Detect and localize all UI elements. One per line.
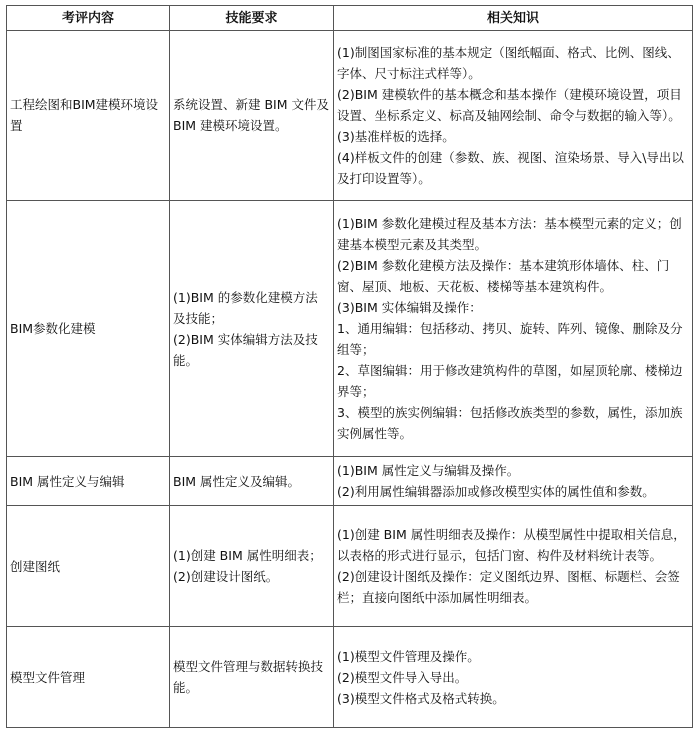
knowledge-item: (2)创建设计图纸及操作：定义图纸边界、图框、标题栏、会签栏；直接向图纸中添加属性明细表。 <box>337 569 680 606</box>
knowledge-item: (2)利用属性编辑器添加或修改模型实体的属性值和参数。 <box>337 484 655 500</box>
row-content: BIM参数化建模 <box>7 200 170 456</box>
evaluation-table <box>6 5 693 728</box>
knowledge-item: 1、通用编辑：包括移动、拷贝、旋转、阵列、镜像、删除及分组等； <box>337 321 683 358</box>
knowledge-item: (1)创建 BIM 属性明细表及操作：从模型属性中提取相关信息，以表格的形式进行显示，包括门窗、构件及材料统计表等。 <box>337 527 686 564</box>
knowledge-item: (3)基准样板的选择。 <box>337 128 455 144</box>
row-skill: (1)BIM 的参数化建模方法及技能； (2)BIM 实体编辑方法及技能。 <box>170 200 334 456</box>
row-content: 模型文件管理 <box>7 627 170 728</box>
knowledge-item: (1)BIM 属性定义与编辑及操作。 <box>337 463 520 479</box>
knowledge-item: 2、草图编辑：用于修改建筑构件的草图，如屋顶轮廓、楼梯边界等； <box>337 363 683 400</box>
knowledge-item: (3)BIM 实体编辑及操作： <box>337 300 482 316</box>
table-row <box>7 457 693 505</box>
table-row <box>7 31 693 201</box>
row-content: BIM 属性定义与编辑 <box>7 457 170 505</box>
row-knowledge <box>334 200 693 456</box>
header-skill: 技能要求 <box>170 6 334 31</box>
row-content: 工程绘图和BIM建模环境设置 <box>7 31 170 201</box>
row-knowledge <box>334 627 693 728</box>
knowledge-item: 3、模型的族实例编辑：包括修改族类型的参数，属性，添加族实例属性等。 <box>337 405 683 442</box>
header-knowledge: 相关知识 <box>334 6 693 31</box>
row-knowledge <box>334 505 693 627</box>
row-knowledge <box>334 457 693 505</box>
knowledge-item: (1)制图国家标准的基本规定（图纸幅面、格式、比例、图线、字体、尺寸标注式样等）。 <box>337 44 680 81</box>
row-skill: (1)创建 BIM 属性明细表； (2)创建设计图纸。 <box>170 505 334 627</box>
table-row <box>7 627 693 728</box>
row-skill: BIM 属性定义及编辑。 <box>170 457 334 505</box>
row-knowledge <box>334 31 693 201</box>
knowledge-item: (1)BIM 参数化建模过程及基本方法：基本模型元素的定义；创建基本模型元素及其类型。 <box>337 216 682 253</box>
knowledge-item: (3)模型文件格式及格式转换。 <box>337 690 505 706</box>
knowledge-item: (4)样板文件的创建（参数、族、视图、渲染场景、导入\导出以及打印设置等）。 <box>337 149 684 186</box>
header-row <box>7 6 693 31</box>
table-row <box>7 200 693 456</box>
knowledge-item: (2)BIM 参数化建模方法及操作：基本建筑形体墙体、柱、门窗、屋顶、地板、天花板、楼梯等基本建筑构件。 <box>337 258 670 295</box>
knowledge-item: (2)模型文件导入导出。 <box>337 669 468 685</box>
table-row <box>7 505 693 627</box>
row-skill: 模型文件管理与数据转换技能。 <box>170 627 334 728</box>
row-content: 创建图纸 <box>7 505 170 627</box>
knowledge-item: (1)模型文件管理及操作。 <box>337 648 480 664</box>
knowledge-item: (2)BIM 建模软件的基本概念和基本操作（建模环境设置，项目设置、坐标系定义、标高及轴网绘制、命令与数据的输入等）。 <box>337 86 682 123</box>
header-content: 考评内容 <box>7 6 170 31</box>
row-skill: 系统设置、新建 BIM 文件及BIM 建模环境设置。 <box>170 31 334 201</box>
